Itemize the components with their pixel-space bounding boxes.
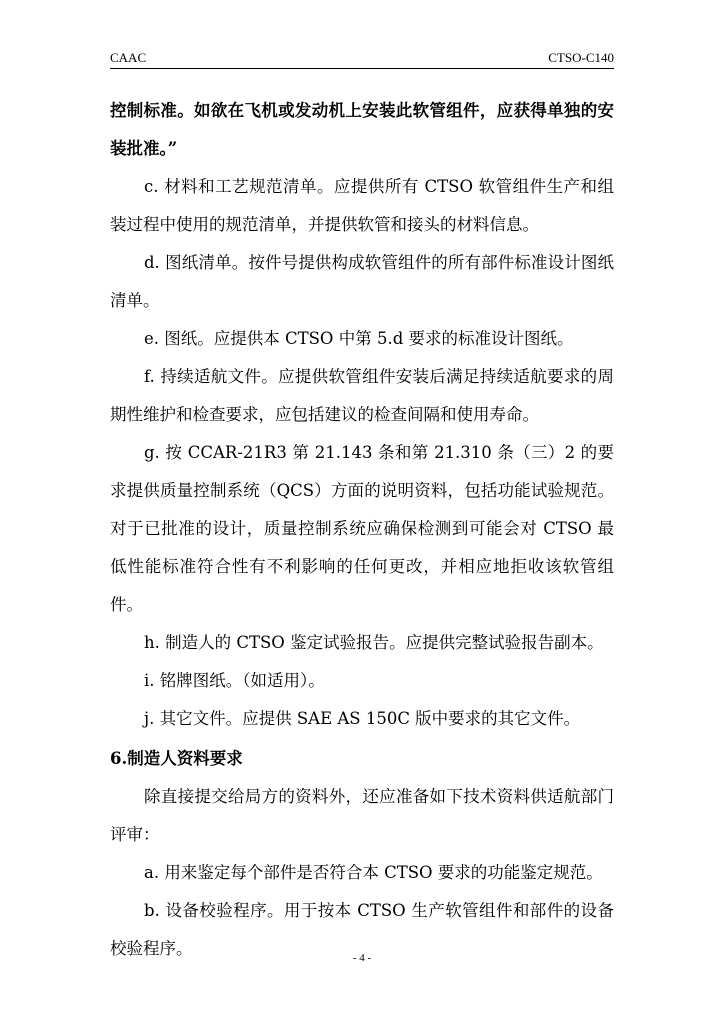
- header-divider: [110, 68, 614, 69]
- section-heading: 6.制造人资料要求: [110, 749, 243, 768]
- list-item-i: i. 铭牌图纸。（如适用）。: [144, 671, 325, 690]
- list-item-d: d. 图纸清单。按件号提供构成软管组件的所有部件标准设计图纸清单。: [110, 253, 614, 310]
- document-body: [110, 92, 614, 968]
- list-item-e: e. 图纸。应提供本 CTSO 中第 5.d 要求的标准设计图纸。: [144, 329, 574, 348]
- list-item-h: h. 制造人的 CTSO 鉴定试验报告。应提供完整试验报告副本。: [144, 633, 604, 652]
- list-item-j: j. 其它文件。应提供 SAE AS 150C 版中要求的其它文件。: [144, 709, 581, 728]
- page-number: - 4 -: [352, 952, 372, 964]
- section-intro: 除直接提交给局方的资料外，还应准备如下技术资料供适航部门评审：: [110, 787, 614, 844]
- list-item-f: f. 持续适航文件。应提供软管组件安装后满足持续适航要求的周期性维护和检查要求，应包括建议的检查间隔和使用寿命。: [110, 367, 614, 424]
- header-org: CAAC: [110, 50, 147, 65]
- list-item-b: b. 设备校验程序。用于按本 CTSO 生产软管组件和部件的设备校验程序。: [110, 901, 614, 958]
- list-item-g: g. 按 CCAR-21R3 第 21.143 条和第 21.310 条（三）2 的要求提供质量控制系统（QCS）方面的说明资料，包括功能试验规范。对于已批准的设计，质量控制系统应确保检测到可能会对 CTSO 最低性能标准符合性有不利影响的任何更改，并相应地拒收该软管组件。: [110, 443, 614, 614]
- header-doc-id: CTSO-C140: [548, 50, 614, 65]
- list-item-c: c. 材料和工艺规范清单。应提供所有 CTSO 软管组件生产和组装过程中使用的规范清单，并提供软管和接头的材料信息。: [110, 177, 614, 234]
- list-item-a: a. 用来鉴定每个部件是否符合本 CTSO 要求的功能鉴定规范。: [144, 863, 603, 882]
- continuation-paragraph: 控制标准。如欲在飞机或发动机上安装此软管组件，应获得单独的安装批准。”: [110, 101, 614, 158]
